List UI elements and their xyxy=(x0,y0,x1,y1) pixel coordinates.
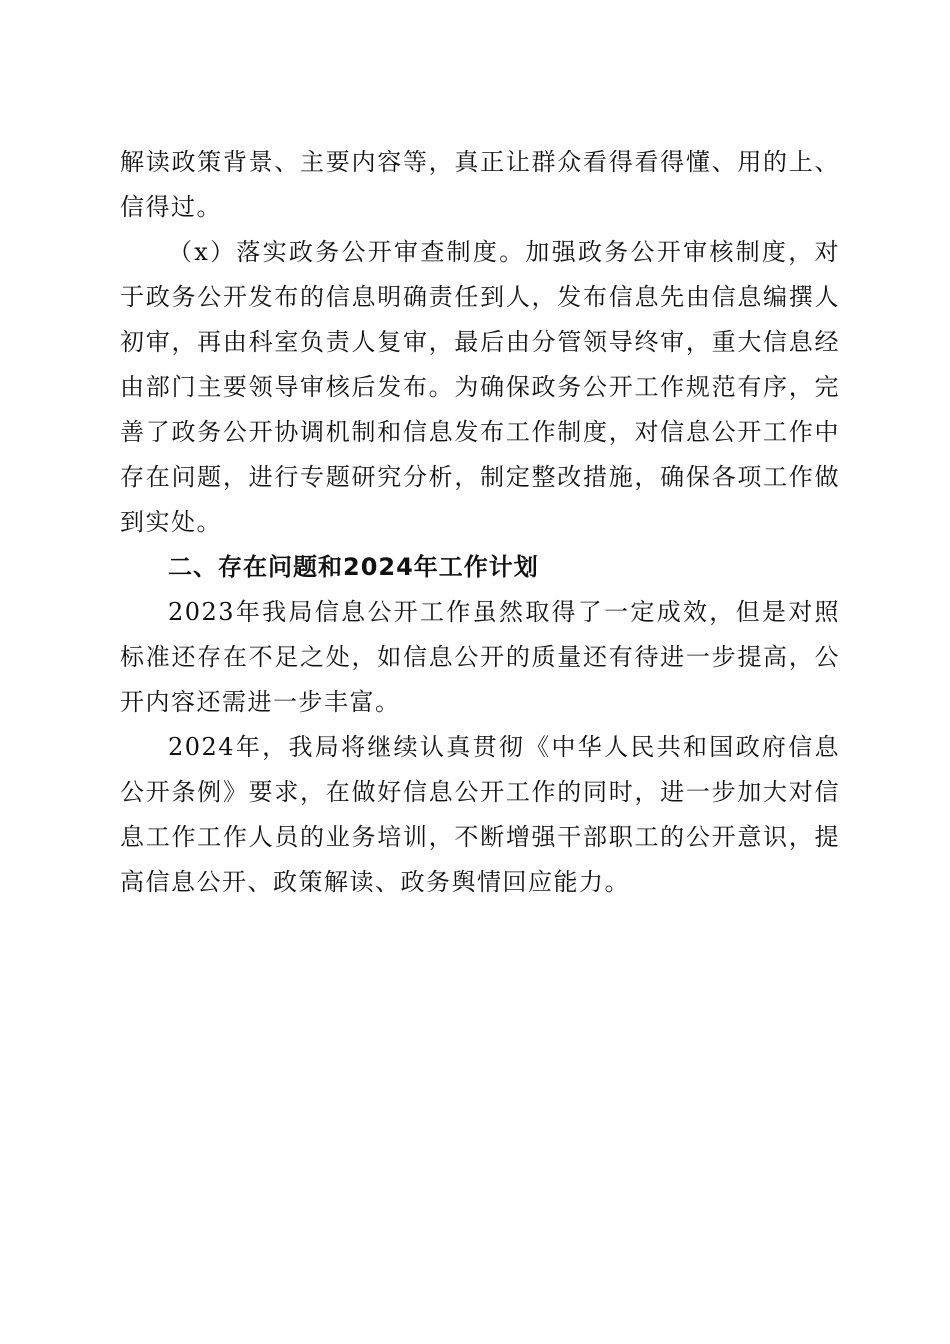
document-body xyxy=(120,140,840,905)
paragraph-2024-plan: 2024年，我局将继续认真贯彻《中华人民共和国政府信息公开条例》要求，在做好信息公开工作的同时，进一步加大对信息工作工作人员的业务培训，不断增强干部职工的公开意识，提高信息公开、政策解读、政务舆情回应能力。 xyxy=(120,733,840,896)
section-heading: 二、存在问题和2024年工作计划 xyxy=(168,553,539,581)
paragraph-2023-summary: 2023年我局信息公开工作虽然取得了一定成效，但是对照标准还存在不足之处，如信息公开的质量还有待进一步提高，公开内容还需进一步丰富。 xyxy=(120,598,840,716)
paragraph-continuation: 解读政策背景、主要内容等，真正让群众看得看得懂、用的上、信得过。 xyxy=(120,148,840,221)
paragraph-review-system: （x）落实政务公开审查制度。加强政务公开审核制度，对于政务公开发布的信息明确责任到人，发布信息先由信息编撰人初审，再由科室负责人复审，最后由分管领导终审，重大信息经由部门主要领导审核后发布。为确保政务公开工作规范有序，完善了政务公开协调机制和信息发布工作制度，对信息公开工作中存在问题，进行专题研究分析，制定整改措施，确保各项工作做到实处。 xyxy=(120,238,840,536)
